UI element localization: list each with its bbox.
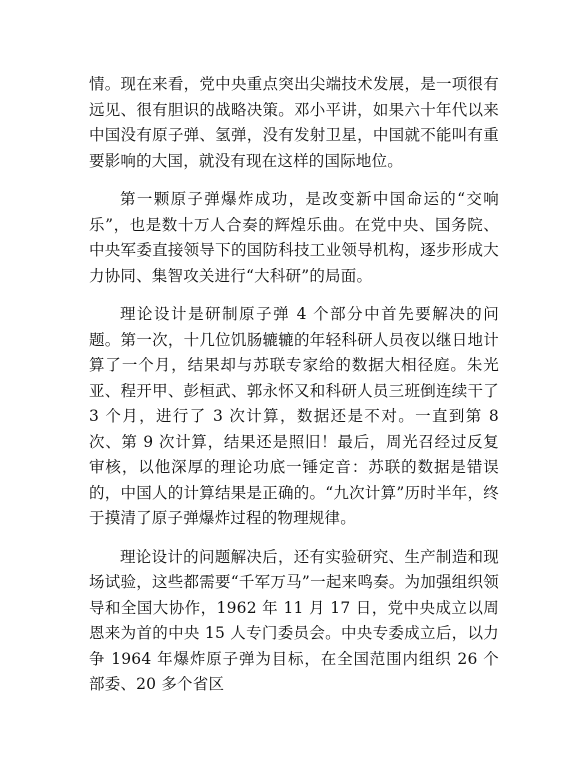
- document-body: [89, 72, 499, 711]
- paragraph-1: 情。现在来看，党中央重点突出尖端技术发展，是一项很有远见、很有胆识的战略决策。邓小平讲，如果六十年代以来中国没有原子弹、氢弹，没有发射卫星，中国就不能叫有重要影响的大国，就没有现在这样的国际地位。: [89, 75, 499, 170]
- paragraph-2: 第一颗原子弹爆炸成功，是改变新中国命运的“交响乐”，也是数十万人合奏的辉煌乐曲。在党中央、国务院、中央军委直接领导下的国防科技工业领导机构，逐步形成大力协同、集智攻关进行“大科研”的局面。: [89, 190, 499, 285]
- paragraph-3: 理论设计是研制原子弹 4 个部分中首先要解决的问题。第一次，十几位饥肠辘辘的年轻科研人员夜以继日地计算了一个月，结果却与苏联专家给的数据大相径庭。朱光亚、程开甲、彭桓武、郭永怀又和科研人员三班倒连续干了 3 个月，进行了 3 次计算，数据还是不对。一直到第 8 次、第 9 次计算，结果还是照旧！最后，周光召经过反复审核，以他深厚的理论功底一锤定音：苏联的数据是错误的，中国人的计算结果是正确的。“九次计算”历时半年，终于摸清了原子弹爆炸过程的物理规律。: [89, 305, 499, 527]
- paragraph-4: 理论设计的问题解决后，还有实验研究、生产制造和现场试验，这些都需要“千军万马”一起来鸣奏。为加强组织领导和全国大协作，1962 年 11 月 17 日，党中央成立以周恩来为首的中央 15 人专门委员会。中央专委成立后，以力争 1964 年爆炸原子弹为目标，在全国范围内组织 26 个部委、20 多个省区: [89, 547, 499, 693]
